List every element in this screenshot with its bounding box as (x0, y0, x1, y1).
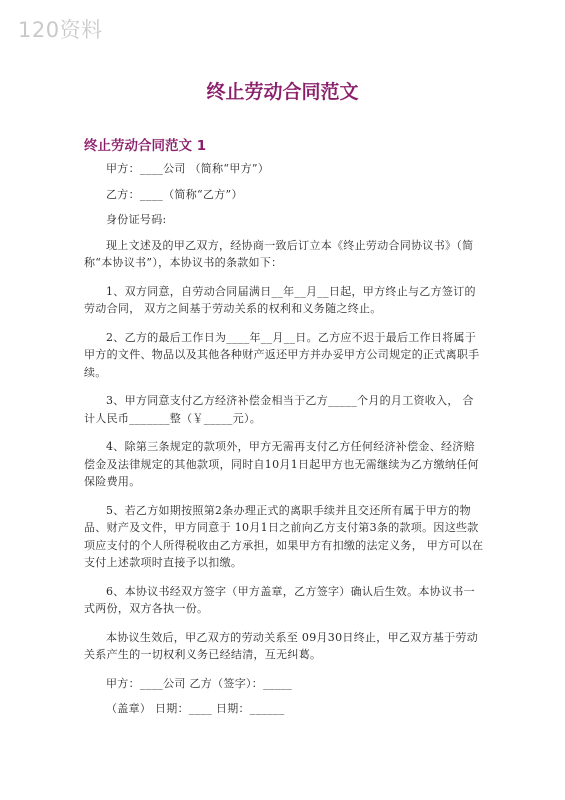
party-b-line: 乙方：____（简称“乙方”） (106, 187, 243, 201)
clause-4: 4、除第三条规定的款项外，甲方无需再支付乙方任何经济补偿金、经济赔偿金及法律规定的其他款项，同时自10月1日起甲方也无需继续为乙方缴纳任何保险费用。 (84, 440, 479, 488)
clause-1: 1、双方同意，自劳动合同届满日__年__月__日起，甲方终止与乙方签订的劳动合同， 双方之间基于劳动关系的权利和义务随之终止。 (84, 284, 476, 315)
signature-line: 甲方：____公司 乙方（签字）：_____ (106, 676, 293, 690)
document-title: 终止劳动合同范文 (206, 81, 359, 103)
clause-5: 5、若乙方如期按照第2条办理正式的离职手续并且交还所有属于甲方的物品、财产及文件，甲方同意于 10月1日之前向乙方支付第3条的款项。因这些款项应支付的个人所得税收由乙方承担，如果甲方有扣缴的法定义务， 甲方可以在支付上述款项时直接予以扣缴。 (84, 503, 484, 569)
preamble-paragraph: 现上文述及的甲乙双方，经协商一致后订立本《终止劳动合同协议书》（简称“本协议书”），本协议书的条款如下： (84, 238, 474, 269)
clause-3: 3、甲方同意支付乙方经济补偿金相当于乙方_____个月的月工资收入， 合计人民币_______整（￥_____元）。 (84, 394, 474, 425)
document-body (84, 160, 484, 726)
clause-2: 2、乙方的最后工作日为____年__月__日。乙方应不迟于最后工作日将属于甲方的文件、物品以及其他各种财产返还甲方并办妥甲方公司规定的正式离职手续。 (84, 330, 480, 379)
watermark-logo: 120资料 (18, 18, 103, 42)
effect-paragraph: 本协议生效后，甲乙双方的劳动关系至 09月30日终止，甲乙双方基于劳动关系产生的一切权利义务已经结清，互无纠葛。 (84, 630, 478, 661)
clause-6: 6、本协议书经双方签字（甲方盖章，乙方签字）确认后生效。本协议书一式两份，双方各执一份。 (84, 584, 475, 615)
party-a-line: 甲方：____公司 （简称“甲方”） (106, 162, 270, 175)
section-heading: 终止劳动合同范文 1 (84, 138, 207, 154)
seal-date-line: （盖章） 日期：____ 日期：______ (106, 702, 285, 715)
id-number-line: 身份证号码: (106, 213, 167, 226)
